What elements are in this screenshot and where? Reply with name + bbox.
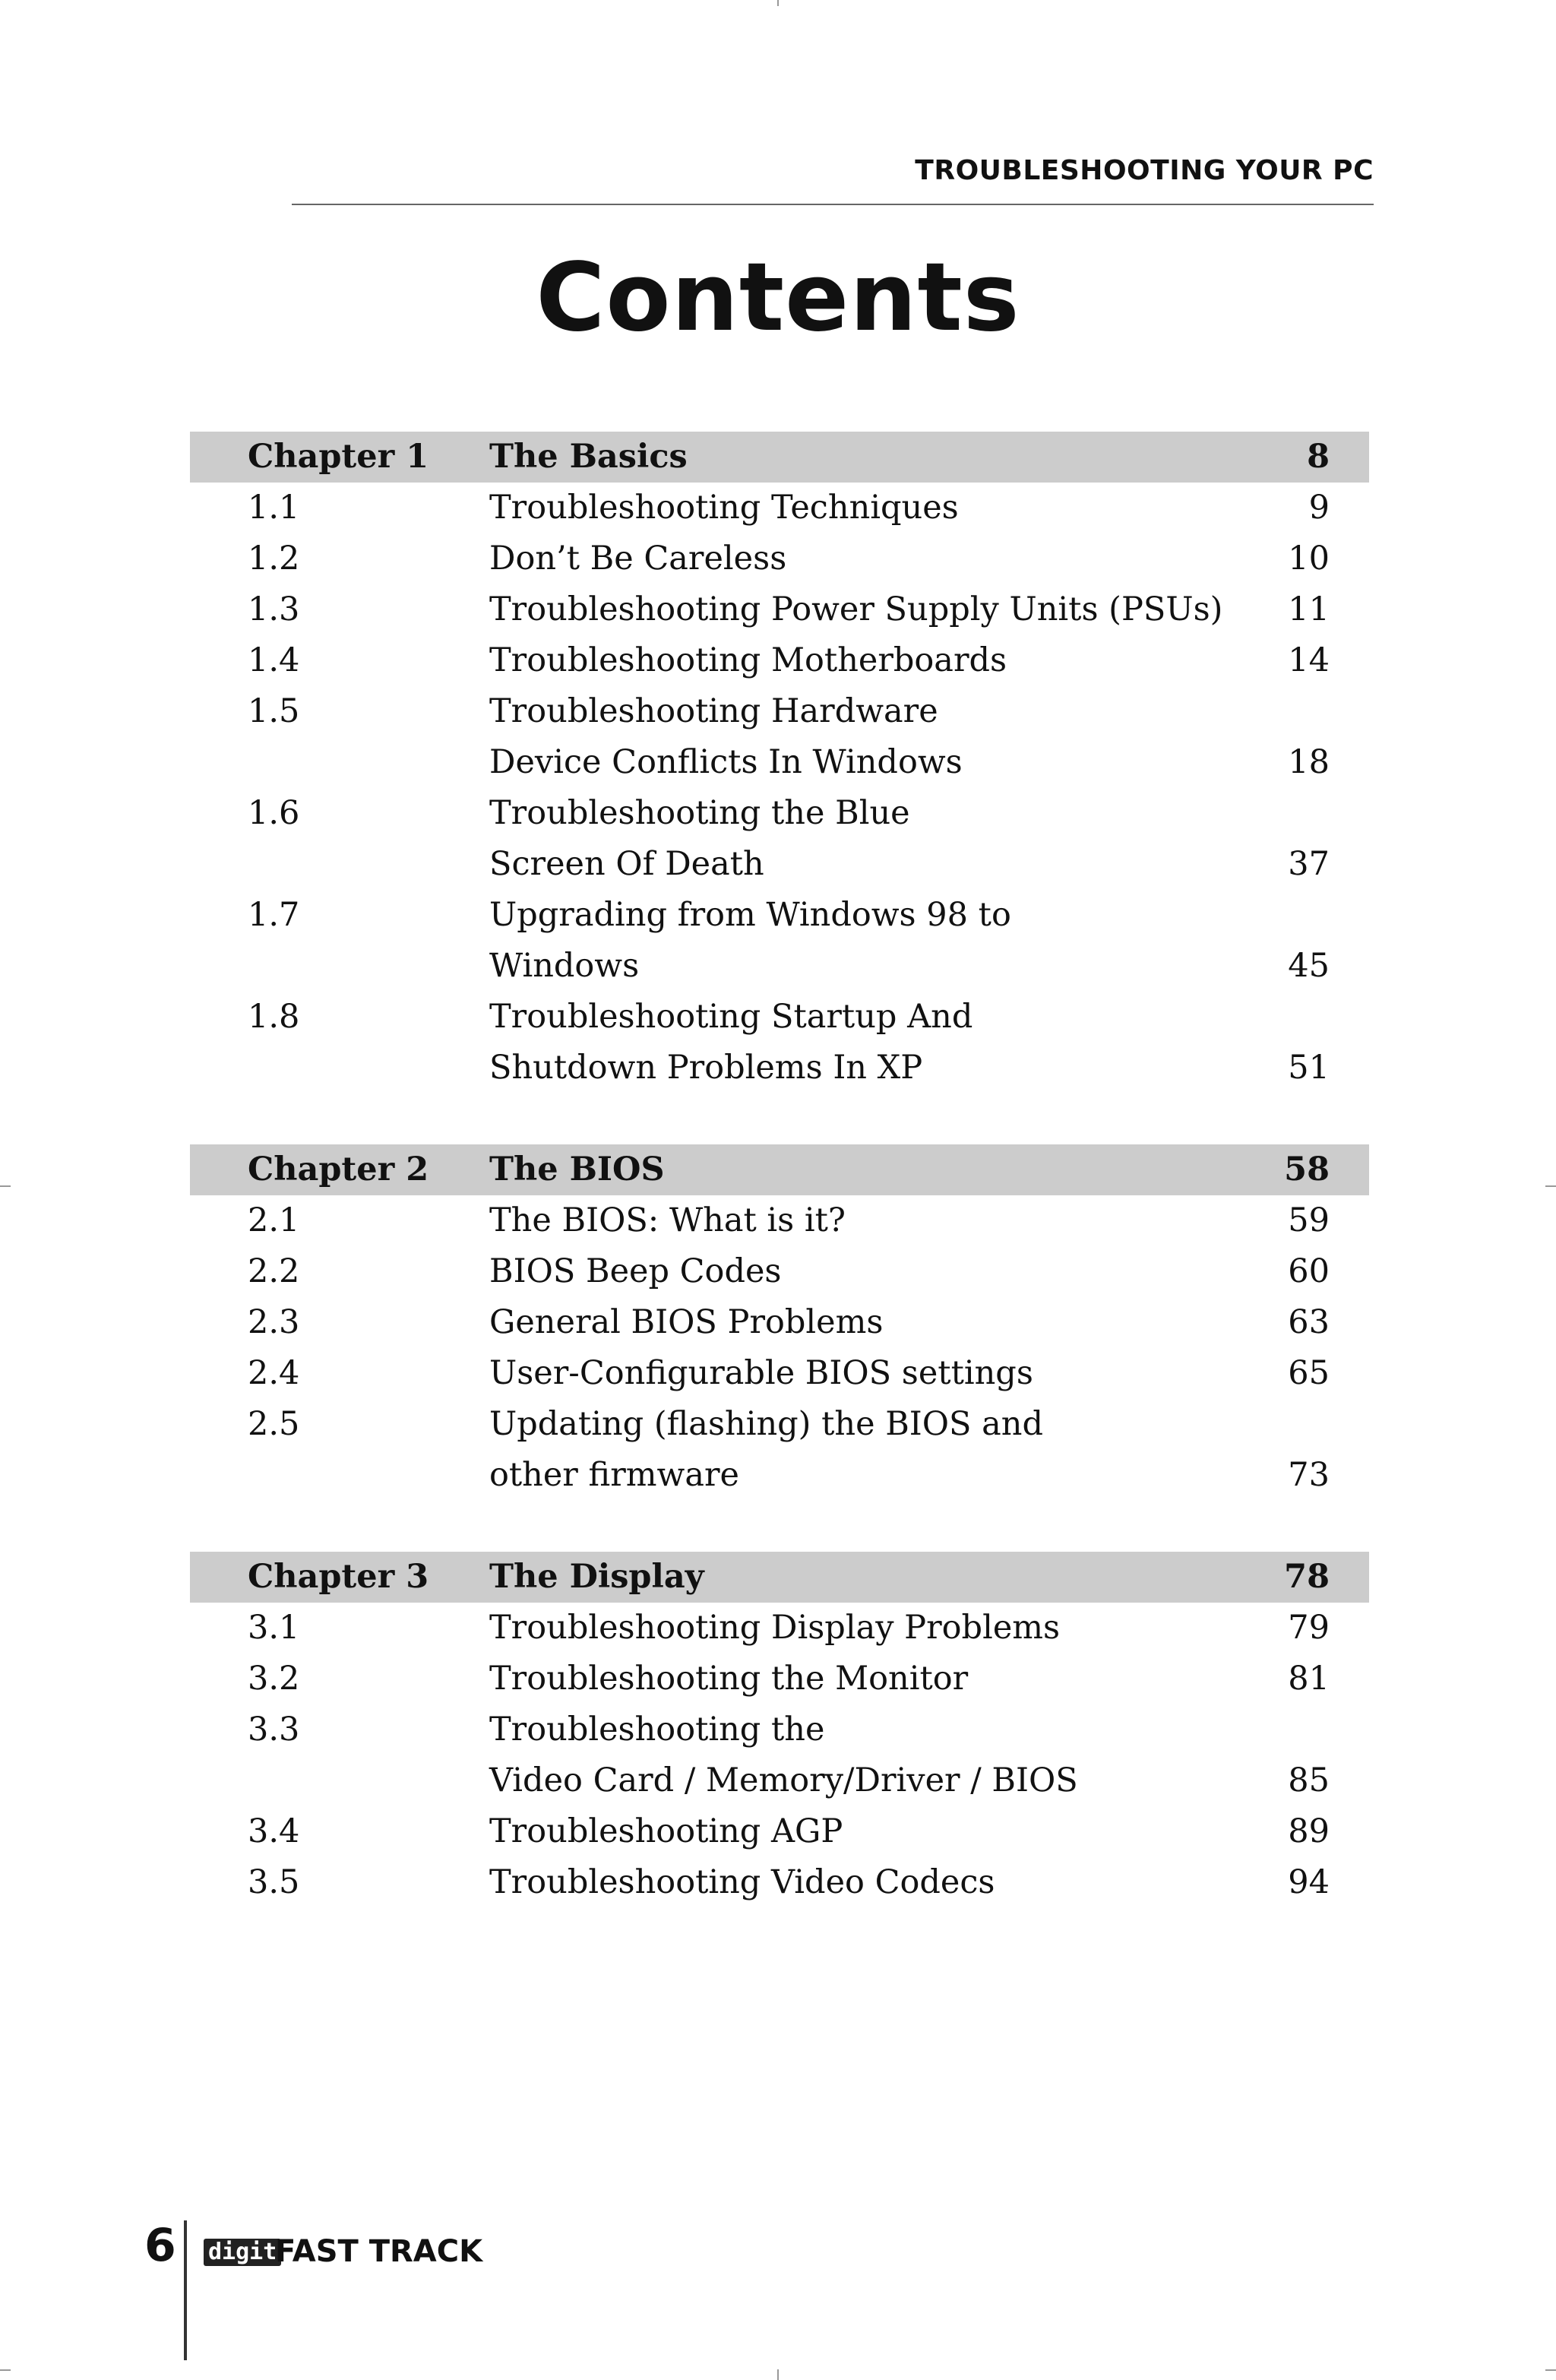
- section-page-number: 45: [1288, 947, 1330, 985]
- section-title: Troubleshooting the Monitor: [489, 1660, 969, 1698]
- section-page-number: 73: [1288, 1456, 1330, 1494]
- section-title-continued: Screen Of Death: [489, 845, 764, 883]
- section-number: 3.1: [248, 1609, 300, 1647]
- crop-mark: [777, 2369, 779, 2380]
- toc-entry[interactable]: [190, 1246, 1369, 1297]
- chapter-page-number: 8: [1307, 438, 1330, 476]
- toc-entry[interactable]: [190, 635, 1369, 686]
- section-title: Troubleshooting Hardware: [489, 692, 938, 730]
- toc-entry[interactable]: [190, 1806, 1369, 1857]
- section-page-number: 85: [1288, 1761, 1330, 1799]
- section-title: General BIOS Problems: [489, 1303, 884, 1341]
- section-page-number: 81: [1288, 1660, 1330, 1698]
- chapter-title: The Display: [489, 1558, 704, 1596]
- section-title: Troubleshooting Motherboards: [489, 641, 1007, 679]
- section-title: Troubleshooting Display Problems: [489, 1609, 1061, 1647]
- header-rule: [292, 204, 1374, 205]
- crop-mark: [0, 1185, 11, 1187]
- page-number: 6: [144, 2219, 176, 2272]
- toc-entry[interactable]: [190, 788, 1369, 890]
- chapter-heading[interactable]: [190, 1552, 1369, 1603]
- page-title: Contents: [536, 243, 1020, 353]
- toc-entry[interactable]: [190, 1297, 1369, 1348]
- chapter-block: [190, 1552, 1369, 1908]
- section-page-number: 60: [1288, 1252, 1330, 1290]
- section-number: 3.3: [248, 1711, 300, 1749]
- section-page-number: 10: [1288, 540, 1330, 578]
- section-page-number: 89: [1288, 1812, 1330, 1850]
- chapter-title: The BIOS: [489, 1150, 665, 1188]
- section-title: Troubleshooting the Blue: [489, 794, 910, 832]
- section-title: The BIOS: What is it?: [489, 1201, 846, 1239]
- toc-entry[interactable]: [190, 1603, 1369, 1654]
- section-number: 3.5: [248, 1863, 300, 1901]
- section-number: 2.2: [248, 1252, 300, 1290]
- section-title: Updating (flashing) the BIOS and: [489, 1405, 1044, 1443]
- chapter-block: [190, 1144, 1369, 1501]
- toc-entry[interactable]: [190, 533, 1369, 584]
- section-title: Troubleshooting Techniques: [489, 489, 959, 527]
- toc-entry[interactable]: [190, 483, 1369, 533]
- chapter-block: [190, 432, 1369, 1093]
- toc-entry[interactable]: [190, 1348, 1369, 1399]
- section-page-number: 65: [1288, 1354, 1330, 1392]
- section-title: Upgrading from Windows 98 to: [489, 896, 1011, 934]
- chapter-heading[interactable]: [190, 432, 1369, 483]
- crop-mark: [777, 0, 779, 6]
- section-number: 1.5: [248, 692, 300, 730]
- page-footer: [0, 2211, 532, 2363]
- section-page-number: 37: [1288, 845, 1330, 883]
- toc-entry[interactable]: [190, 890, 1369, 992]
- section-page-number: 51: [1288, 1049, 1330, 1087]
- toc-entry[interactable]: [190, 584, 1369, 635]
- brand-name: FAST TRACK: [275, 2234, 483, 2269]
- footer-rule: [184, 2220, 187, 2360]
- section-title: Troubleshooting Video Codecs: [489, 1863, 995, 1901]
- section-number: 3.2: [248, 1660, 300, 1698]
- section-number: 1.3: [248, 590, 300, 628]
- digit-logo: digit: [204, 2239, 281, 2266]
- section-number: 1.8: [248, 998, 300, 1036]
- section-number: 2.5: [248, 1405, 300, 1443]
- toc-entry[interactable]: [190, 1195, 1369, 1246]
- section-number: 2.4: [248, 1354, 300, 1392]
- chapter-heading[interactable]: [190, 1144, 1369, 1195]
- crop-mark: [0, 2369, 11, 2371]
- section-title: Don’t Be Careless: [489, 540, 787, 578]
- section-page-number: 63: [1288, 1303, 1330, 1341]
- section-page-number: 9: [1308, 489, 1330, 527]
- section-number: 1.1: [248, 489, 300, 527]
- section-page-number: 79: [1288, 1609, 1330, 1647]
- section-number: 1.7: [248, 896, 300, 934]
- toc-entry[interactable]: [190, 1399, 1369, 1501]
- section-page-number: 59: [1288, 1201, 1330, 1239]
- chapter-label: Chapter 3: [248, 1558, 429, 1596]
- chapter-page-number: 58: [1284, 1150, 1330, 1188]
- section-page-number: 18: [1288, 743, 1330, 781]
- section-number: 1.4: [248, 641, 300, 679]
- section-title-continued: Windows: [489, 947, 640, 985]
- section-page-number: 14: [1288, 641, 1330, 679]
- chapter-title: The Basics: [489, 438, 688, 476]
- section-title-continued: Device Conflicts In Windows: [489, 743, 963, 781]
- section-title: Troubleshooting AGP: [489, 1812, 843, 1850]
- section-number: 2.3: [248, 1303, 300, 1341]
- section-title-continued: Video Card / Memory/Driver / BIOS: [489, 1761, 1078, 1799]
- section-page-number: 11: [1288, 590, 1330, 628]
- toc-entry[interactable]: [190, 1857, 1369, 1908]
- crop-mark: [1545, 1185, 1556, 1187]
- section-number: 3.4: [248, 1812, 300, 1850]
- running-head: TROUBLESHOOTING YOUR PC: [915, 155, 1374, 186]
- section-title: BIOS Beep Codes: [489, 1252, 782, 1290]
- chapter-label: Chapter 1: [248, 438, 429, 476]
- section-number: 1.6: [248, 794, 300, 832]
- section-number: 1.2: [248, 540, 300, 578]
- crop-mark: [1545, 2369, 1556, 2371]
- section-title-continued: other firmware: [489, 1456, 739, 1494]
- section-title: Troubleshooting the: [489, 1711, 825, 1749]
- toc-entry[interactable]: [190, 686, 1369, 788]
- toc-entry[interactable]: [190, 1704, 1369, 1806]
- section-title: User-Configurable BIOS settings: [489, 1354, 1033, 1392]
- toc-entry[interactable]: [190, 1654, 1369, 1704]
- table-of-contents: [190, 432, 1369, 1959]
- toc-entry[interactable]: [190, 992, 1369, 1093]
- section-title: Troubleshooting Startup And: [489, 998, 973, 1036]
- section-title-continued: Shutdown Problems In XP: [489, 1049, 923, 1087]
- chapter-label: Chapter 2: [248, 1150, 429, 1188]
- section-title: Troubleshooting Power Supply Units (PSUs): [489, 590, 1223, 628]
- section-page-number: 94: [1288, 1863, 1330, 1901]
- chapter-page-number: 78: [1284, 1558, 1330, 1596]
- section-number: 2.1: [248, 1201, 300, 1239]
